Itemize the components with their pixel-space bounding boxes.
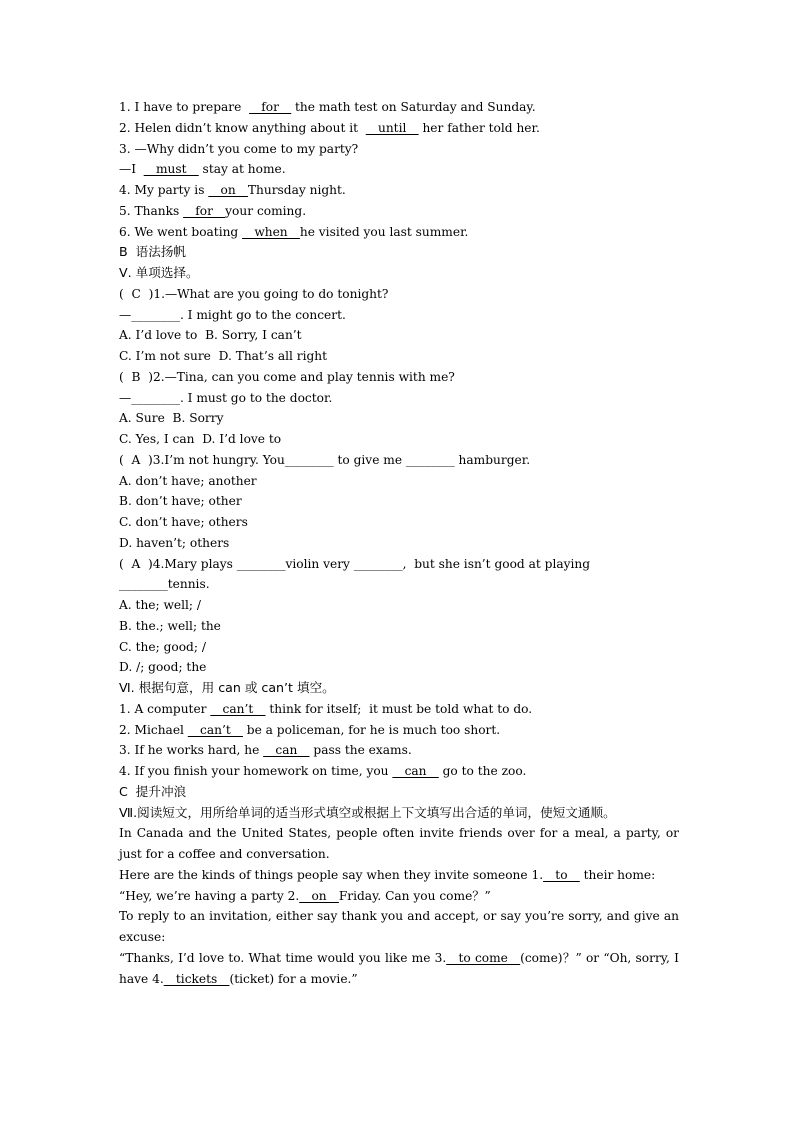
mc-q1-stem: ( C )1.—What are you going to do tonight? <box>119 286 389 301</box>
question-text: 5. Thanks <box>119 203 184 218</box>
passage-text: Here are the kinds of things people say when they invite someone 1. <box>119 867 544 882</box>
question-text: think for itself; it must be told what to do. <box>265 701 533 716</box>
mc-q3-stem: ( A )3.I’m not hungry. You________ to give me ________ hamburger. <box>119 452 531 467</box>
question-a6 <box>119 222 679 243</box>
answer-blank: __tickets__ <box>163 971 230 986</box>
mc-q4-option-c: C. the; good; / <box>119 639 206 654</box>
section-c-heading: C 提升冲浪 <box>119 783 187 799</box>
question-text: stay at home. <box>198 162 286 177</box>
passage-text: “Hey, we’re having a party 2. <box>119 888 300 903</box>
question-text: the math test on Saturday and Sunday. <box>291 100 536 114</box>
mc-q4-line: ________tennis. <box>119 577 210 592</box>
answer-blank: __can’t__ <box>187 722 243 737</box>
question-text: her father told her. <box>418 120 540 135</box>
answer-blank: __to__ <box>543 867 580 882</box>
part-7-title: Ⅶ.阅读短文，用所给单词的适当形式填空或根据上下文填写出合适的单词，使短文通顺。 <box>119 804 616 820</box>
answer-blank: __can’t__ <box>210 701 266 716</box>
fill-q3 <box>119 740 679 761</box>
question-a3-prompt: 3. —Why didn’t you come to my party? <box>119 141 359 156</box>
mc-q3-option-c: C. don’t have; others <box>119 515 248 529</box>
question-text: 1. A computer <box>119 701 211 716</box>
answer-blank: __can__ <box>263 743 310 758</box>
question-text: 4. If you finish your homework on time, you <box>119 764 393 778</box>
mc-q1-line: —________. I might go to the concert. <box>119 307 346 322</box>
question-a5 <box>119 201 679 222</box>
question-text: 4. My party is <box>119 183 209 197</box>
fill-q2 <box>119 720 679 741</box>
question-a1 <box>119 97 679 118</box>
worksheet-page <box>119 97 679 989</box>
question-text: he visited you last summer. <box>299 224 469 239</box>
part-6-title: Ⅵ. 根据句意，用 can 或 can’t 填空。 <box>119 680 335 695</box>
part-5-title: Ⅴ. 单项选择。 <box>119 265 199 280</box>
mc-q2-options-ab: A. Sure B. Sorry <box>119 411 224 426</box>
mc-q4-stem: ( A )4.Mary plays ________violin very ________, but she isn’t good at playing <box>119 556 591 571</box>
answer-blank: __must__ <box>143 162 199 177</box>
mc-q3-option-b: B. don’t have; other <box>119 494 242 509</box>
answer-blank: __for__ <box>249 100 292 114</box>
mc-q4-option-a: A. the; well; / <box>119 598 202 612</box>
passage-text: (come)？” or “Oh, sorry, I have 4. <box>119 950 679 986</box>
passage-paragraph-3: To reply to an invitation, either say thank you and accept, or say you’re sorry, and give an excuse: <box>119 909 679 944</box>
passage-paragraph-1: In Canada and the United States, people often invite friends over for a meal, a party, or just for a coffee and conversation. <box>119 826 679 861</box>
question-a2 <box>119 118 679 139</box>
answer-blank: __can__ <box>392 764 439 778</box>
question-text: 3. If he works hard, he <box>119 743 264 758</box>
fill-q4 <box>119 761 679 782</box>
question-text: 6. We went boating <box>119 224 243 239</box>
mc-q2-stem: ( B )2.—Tina, can you come and play tennis with me? <box>119 369 455 384</box>
mc-q3-option-d: D. haven’t; others <box>119 535 230 550</box>
mc-q1-options-cd: C. I’m not sure D. That’s all right <box>119 349 328 363</box>
answer-blank: __for__ <box>183 203 226 218</box>
passage-quote-2 <box>119 948 679 990</box>
question-a4 <box>119 180 679 201</box>
question-text: be a policeman, for he is much too short. <box>242 722 501 737</box>
passage-quote-1 <box>119 886 679 907</box>
question-text: your coming. <box>225 203 307 218</box>
answer-blank: __on__ <box>299 888 339 903</box>
mc-q2-line: —________. I must go to the doctor. <box>119 390 333 405</box>
answer-blank: __on__ <box>208 183 248 197</box>
section-b-heading: B 语法扬帆 <box>119 244 187 260</box>
fill-q1 <box>119 699 679 720</box>
answer-blank: __when__ <box>242 224 300 239</box>
mc-q1-options-ab: A. I’d love to B. Sorry, I can’t <box>119 328 302 343</box>
passage-text: (ticket) for a movie.” <box>229 971 358 986</box>
question-text: 1. I have to prepare <box>119 100 250 114</box>
mc-q4-option-d: D. /; good; the <box>119 660 207 675</box>
question-text: —I <box>119 162 144 177</box>
question-a3-reply <box>119 159 679 180</box>
passage-text: “Thanks, I’d love to. What time would you like me 3. <box>119 950 447 965</box>
passage-text: their home: <box>579 867 656 882</box>
passage-text: Friday. Can you come？” <box>338 888 491 903</box>
question-text: go to the zoo. <box>438 764 527 778</box>
question-text: 2. Helen didn’t know anything about it <box>119 120 366 135</box>
mc-q3-option-a: A. don’t have; another <box>119 473 257 488</box>
question-text: pass the exams. <box>309 743 412 758</box>
answer-blank: __until__ <box>365 120 419 135</box>
mc-q4-option-b: B. the.; well; the <box>119 618 221 633</box>
question-text: Thursday night. <box>247 183 346 197</box>
question-text: 2. Michael <box>119 722 188 737</box>
passage-paragraph-2 <box>119 865 679 886</box>
mc-q2-options-cd: C. Yes, I can D. I’d love to <box>119 432 282 446</box>
answer-blank: __to come__ <box>446 950 521 965</box>
